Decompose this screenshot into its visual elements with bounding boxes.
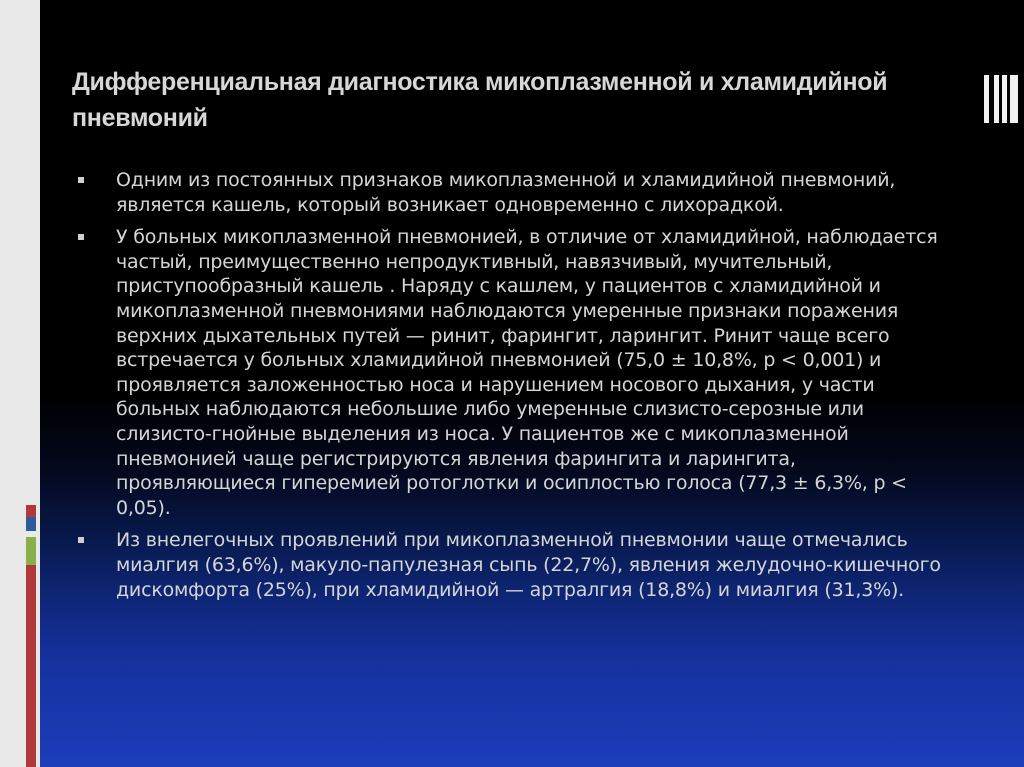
accent-bar-red (26, 565, 36, 767)
bullet-item (78, 528, 958, 602)
bullet-item (78, 225, 958, 520)
accent-bar-blue (26, 517, 36, 531)
slide-title: Дифференциальная диагностика микоплазменной и хламидийной пневмоний (72, 68, 888, 132)
bullet-text: Одним из постоянных признаков микоплазменной и хламидийной пневмоний, является кашель, который возникает одновременно с лихорадкой. (116, 169, 896, 216)
bullet-text: Из внелегочных проявлений при микоплазменной пневмонии чаще отмечались миалгия (63,6%), макуло-папулезная сыпь (22,7%), явления желудочно-кишечного дискомфорта (25%), при хламидийной — артралгия (18,8%) и миалгия (31,3%). (116, 529, 941, 601)
square-bullet-icon (78, 537, 84, 543)
accent-bar-green (26, 537, 36, 565)
decorative-bars (984, 75, 1024, 123)
deco-bar (1002, 75, 1007, 123)
deco-bar (1010, 75, 1018, 123)
bullet-text: У больных микоплазменной пневмонией, в отличие от хламидийной, наблюдается частый, преимущественно непродуктивный, навязчивый, мучительный, приступообразный кашель . Наряду с кашлем, у пациентов с хламидийной и микоплазменной пневмониями наблюдаются умеренные признаки поражения верхних дыхательных путей — ринит, фарингит, ларингит. Ринит чаще всего встречается у больных хламидийной пневмонией (75,0 ± 10,8%, р < 0,001) и проявляется заложенностью носа и нарушением носового дыхания, у части больных наблюдаются небольшие либо умеренные слизисто-серозные или слизисто-гнойные выделения из носа. У пациентов же с микоплазменной пневмонией чаще регистрируются явления фарингита и ларингита, проявляющиеся гиперемией ротоглотки и осиплостью голоса (77,3 ± 6,3%, р < 0,05). (116, 226, 938, 519)
accent-bar-red-top (26, 505, 36, 517)
square-bullet-icon (78, 177, 84, 183)
square-bullet-icon (78, 234, 84, 240)
left-margin-strip (0, 0, 40, 767)
bullet-item (78, 168, 958, 217)
accent-bars (26, 505, 36, 767)
bullet-list (78, 168, 958, 610)
deco-bar (994, 75, 999, 123)
deco-bar (984, 75, 989, 123)
